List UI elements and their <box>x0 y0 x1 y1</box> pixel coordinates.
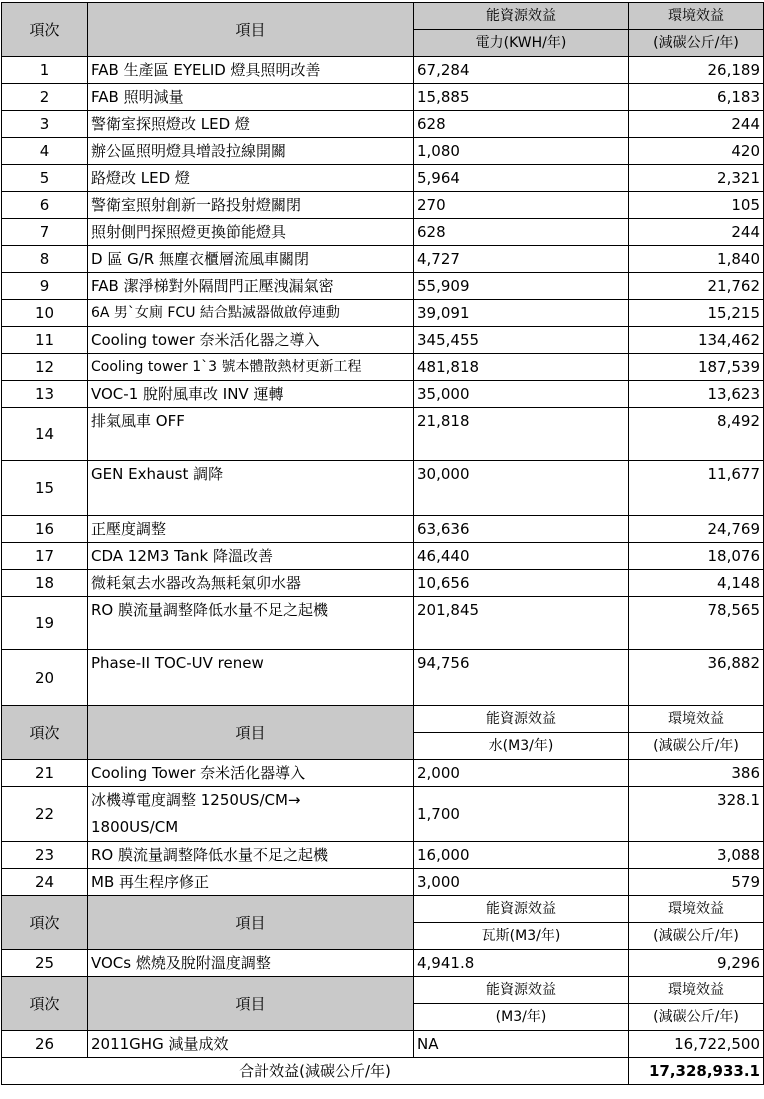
row-item: 正壓度調整 <box>88 516 414 543</box>
row-item: 排氣風車 OFF <box>88 408 414 461</box>
table-row <box>2 461 764 516</box>
row-item: 警衛室照射創新一路投射燈關閉 <box>88 192 414 219</box>
row-env: 187,539 <box>629 354 764 381</box>
row-no: 24 <box>2 869 88 896</box>
row-item-line: 1800US/CM <box>91 818 179 836</box>
total-row <box>2 1058 764 1085</box>
header-row <box>2 977 764 1004</box>
row-env: 13,623 <box>629 381 764 408</box>
header-env-unit: (減碳公斤/年) <box>629 923 764 950</box>
row-env: 16,722,500 <box>629 1031 764 1058</box>
row-env: 386 <box>629 760 764 787</box>
row-item: MB 再生程序修正 <box>88 869 414 896</box>
row-no: 12 <box>2 354 88 381</box>
table-row <box>2 300 764 327</box>
table-row <box>2 570 764 597</box>
header-energy-unit: 水(M3/年) <box>414 733 629 760</box>
header-env: 環境效益 <box>629 3 764 30</box>
header-env-unit: (減碳公斤/年) <box>629 30 764 57</box>
row-item: 警衛室探照燈改 LED 燈 <box>88 111 414 138</box>
table-row <box>2 354 764 381</box>
row-env: 26,189 <box>629 57 764 84</box>
table-row <box>2 760 764 787</box>
row-item: Phase-II TOC-UV renew <box>88 650 414 706</box>
header-energy: 能資源效益 <box>414 3 629 30</box>
row-env: 1,840 <box>629 246 764 273</box>
table-row <box>2 543 764 570</box>
row-env: 21,762 <box>629 273 764 300</box>
row-env: 24,769 <box>629 516 764 543</box>
row-no: 20 <box>2 650 88 706</box>
row-energy: 201,845 <box>414 597 629 650</box>
table-row <box>2 84 764 111</box>
row-env: 8,492 <box>629 408 764 461</box>
row-item: VOC-1 脫附風車改 INV 運轉 <box>88 381 414 408</box>
row-env: 420 <box>629 138 764 165</box>
header-row <box>2 706 764 733</box>
row-item: CDA 12M3 Tank 降溫改善 <box>88 543 414 570</box>
row-env: 105 <box>629 192 764 219</box>
row-env: 2,321 <box>629 165 764 192</box>
header-row <box>2 896 764 923</box>
header-item: 項目 <box>88 3 414 57</box>
row-item: FAB 照明減量 <box>88 84 414 111</box>
row-env: 6,183 <box>629 84 764 111</box>
row-no: 26 <box>2 1031 88 1058</box>
total-value: 17,328,933.1 <box>629 1058 764 1085</box>
row-energy: NA <box>414 1031 629 1058</box>
row-energy: 3,000 <box>414 869 629 896</box>
row-no: 2 <box>2 84 88 111</box>
row-item: 2011GHG 減量成效 <box>88 1031 414 1058</box>
row-env: 134,462 <box>629 327 764 354</box>
row-env: 579 <box>629 869 764 896</box>
row-energy: 35,000 <box>414 381 629 408</box>
row-no: 25 <box>2 950 88 977</box>
row-item <box>88 787 414 842</box>
row-energy: 628 <box>414 111 629 138</box>
row-item: RO 膜流量調整降低水量不足之起機 <box>88 842 414 869</box>
row-item-line: 冰機導電度調整 1250US/CM→ <box>91 791 301 809</box>
header-energy-unit: (M3/年) <box>414 1004 629 1031</box>
total-label: 合計效益(減碳公斤/年) <box>2 1058 629 1085</box>
row-energy: 270 <box>414 192 629 219</box>
row-no: 16 <box>2 516 88 543</box>
table-row <box>2 138 764 165</box>
row-energy: 4,941.8 <box>414 950 629 977</box>
row-energy: 94,756 <box>414 650 629 706</box>
row-no: 22 <box>2 787 88 842</box>
row-no: 11 <box>2 327 88 354</box>
header-item: 項目 <box>88 977 414 1031</box>
row-no: 6 <box>2 192 88 219</box>
header-env: 環境效益 <box>629 706 764 733</box>
row-no: 8 <box>2 246 88 273</box>
row-no: 17 <box>2 543 88 570</box>
row-energy: 21,818 <box>414 408 629 461</box>
energy-savings-table <box>1 2 764 1085</box>
row-env: 3,088 <box>629 842 764 869</box>
row-env: 244 <box>629 111 764 138</box>
table-row <box>2 165 764 192</box>
row-item: FAB 生產區 EYELID 燈具照明改善 <box>88 57 414 84</box>
header-energy: 能資源效益 <box>414 706 629 733</box>
row-energy: 46,440 <box>414 543 629 570</box>
row-item: FAB 潔淨梯對外隔間門正壓洩漏氣密 <box>88 273 414 300</box>
row-energy: 5,964 <box>414 165 629 192</box>
row-env: 15,215 <box>629 300 764 327</box>
table-row <box>2 650 764 706</box>
row-env: 18,076 <box>629 543 764 570</box>
row-energy: 63,636 <box>414 516 629 543</box>
row-no: 13 <box>2 381 88 408</box>
table-row <box>2 246 764 273</box>
header-energy-unit: 瓦斯(M3/年) <box>414 923 629 950</box>
row-no: 10 <box>2 300 88 327</box>
row-item: D 區 G/R 無塵衣櫃層流風車關閉 <box>88 246 414 273</box>
row-energy: 10,656 <box>414 570 629 597</box>
row-item: GEN Exhaust 調降 <box>88 461 414 516</box>
row-env: 244 <box>629 219 764 246</box>
row-energy: 30,000 <box>414 461 629 516</box>
row-env: 36,882 <box>629 650 764 706</box>
row-item: 照射側門探照燈更換節能燈具 <box>88 219 414 246</box>
row-energy: 481,818 <box>414 354 629 381</box>
header-no: 項次 <box>2 977 88 1031</box>
row-energy: 4,727 <box>414 246 629 273</box>
header-no: 項次 <box>2 3 88 57</box>
row-energy: 1,080 <box>414 138 629 165</box>
row-item: 辦公區照明燈具增設拉線開關 <box>88 138 414 165</box>
table-row <box>2 327 764 354</box>
table-row <box>2 111 764 138</box>
row-item: Cooling tower 奈米活化器之導入 <box>88 327 414 354</box>
header-env-unit: (減碳公斤/年) <box>629 733 764 760</box>
row-energy: 628 <box>414 219 629 246</box>
row-env: 4,148 <box>629 570 764 597</box>
row-energy: 67,284 <box>414 57 629 84</box>
row-item: 路燈改 LED 燈 <box>88 165 414 192</box>
header-env: 環境效益 <box>629 977 764 1004</box>
row-energy: 16,000 <box>414 842 629 869</box>
row-item: Cooling Tower 奈米活化器導入 <box>88 760 414 787</box>
table-row <box>2 273 764 300</box>
row-item: VOCs 燃燒及脫附溫度調整 <box>88 950 414 977</box>
table-row <box>2 869 764 896</box>
row-energy: 1,700 <box>414 787 629 842</box>
header-item: 項目 <box>88 896 414 950</box>
row-item: RO 膜流量調整降低水量不足之起機 <box>88 597 414 650</box>
header-energy: 能資源效益 <box>414 896 629 923</box>
table-row <box>2 192 764 219</box>
table-row <box>2 516 764 543</box>
table-row <box>2 597 764 650</box>
row-no: 23 <box>2 842 88 869</box>
table-row <box>2 381 764 408</box>
row-energy: 345,455 <box>414 327 629 354</box>
row-energy: 39,091 <box>414 300 629 327</box>
header-no: 項次 <box>2 706 88 760</box>
row-no: 9 <box>2 273 88 300</box>
row-energy: 55,909 <box>414 273 629 300</box>
row-energy: 15,885 <box>414 84 629 111</box>
row-no: 7 <box>2 219 88 246</box>
row-no: 3 <box>2 111 88 138</box>
row-energy: 2,000 <box>414 760 629 787</box>
table-row <box>2 408 764 461</box>
row-no: 5 <box>2 165 88 192</box>
row-no: 21 <box>2 760 88 787</box>
header-no: 項次 <box>2 896 88 950</box>
table-row <box>2 787 764 842</box>
row-env: 78,565 <box>629 597 764 650</box>
table-row <box>2 219 764 246</box>
row-no: 19 <box>2 597 88 650</box>
header-energy-unit: 電力(KWH/年) <box>414 30 629 57</box>
header-energy: 能資源效益 <box>414 977 629 1004</box>
row-no: 18 <box>2 570 88 597</box>
row-no: 15 <box>2 461 88 516</box>
row-item: Cooling tower 1`3 號本體散熱材更新工程 <box>88 354 414 381</box>
row-item: 6A 男`女廁 FCU 結合點滅器做啟停連動 <box>88 300 414 327</box>
row-no: 4 <box>2 138 88 165</box>
header-row <box>2 3 764 30</box>
row-no: 14 <box>2 408 88 461</box>
table-row <box>2 950 764 977</box>
header-env: 環境效益 <box>629 896 764 923</box>
table-row <box>2 57 764 84</box>
table-row <box>2 1031 764 1058</box>
header-env-unit: (減碳公斤/年) <box>629 1004 764 1031</box>
row-env: 11,677 <box>629 461 764 516</box>
row-no: 1 <box>2 57 88 84</box>
row-item: 微耗氣去水器改為無耗氣卯水器 <box>88 570 414 597</box>
row-env: 328.1 <box>629 787 764 842</box>
row-env: 9,296 <box>629 950 764 977</box>
header-item: 項目 <box>88 706 414 760</box>
table-row <box>2 842 764 869</box>
